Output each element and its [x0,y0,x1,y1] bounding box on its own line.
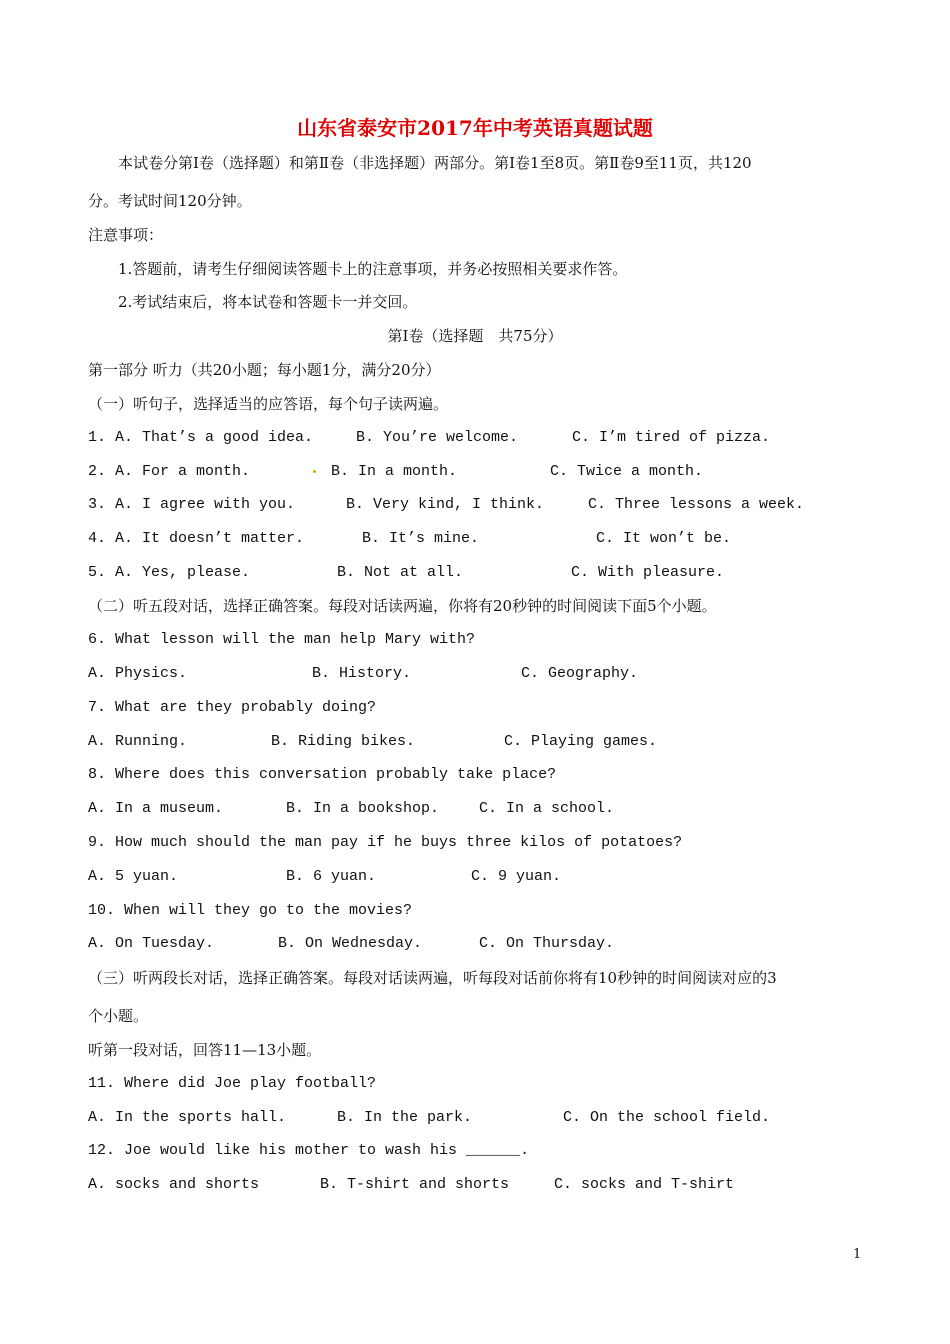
option-a: A. Physics. [88,665,188,682]
option-b: B. On Wednesday. [278,935,423,952]
option-b: B. Riding bikes. [271,733,416,750]
section-title: 第Ⅰ卷（选择题 共75分） [387,327,563,345]
option-b: B. In a month. [331,463,458,480]
option-b: B. 6 yuan. [286,868,377,885]
option-b: B. Not at all. [337,564,464,581]
question-text: 12. Joe would like his mother to wash his ______. [88,1142,530,1159]
page-number: 1 [853,1247,862,1262]
option-b: B. T-shirt and shorts [320,1176,510,1193]
sub-section-2: （二）听五段对话，选择正确答案。每段对话读两遍，你将有20秒钟的时间阅读下面5个小题。 [88,597,717,615]
page-title: 山东省泰安市2017年中考英语真题试题 [297,116,653,140]
option-c: C. In a school. [479,800,615,817]
option-a: A. On Tuesday. [88,935,215,952]
option-a: A. In a museum. [88,800,224,817]
option-a: A. In the sports hall. [88,1109,287,1126]
option-a: 1. A. That’s a good idea. [88,429,314,446]
note-item-1: 1.答题前，请考生仔细阅读答题卡上的注意事项，并务必按照相关要求作答。 [118,260,628,278]
option-b: B. In the park. [337,1109,473,1126]
intro-line-1: 本试卷分第Ⅰ卷（选择题）和第Ⅱ卷（非选择题）两部分。第Ⅰ卷1至8页。第Ⅱ卷9至11页，共120 [118,154,752,172]
option-c: C. I’m tired of pizza. [572,429,771,446]
dialog-instruction: 听第一段对话，回答11—13小题。 [88,1041,322,1059]
option-c: C. Playing games. [504,733,658,750]
option-a: A. 5 yuan. [88,868,179,885]
option-a: 3. A. I agree with you. [88,496,296,513]
sub-section-3-cont: 个小题。 [88,1007,149,1025]
question-text: 11. Where did Joe play football? [88,1075,377,1092]
option-a: 5. A. Yes, please. [88,564,251,581]
sub-section-3: （三）听两段长对话，选择正确答案。每段对话读两遍，听每段对话前你将有10秒钟的时间阅读对应的3 [88,969,777,987]
sub-section-1: （一）听句子，选择适当的应答语，每个句子读两遍。 [88,395,449,413]
option-c: C. On the school field. [563,1109,771,1126]
option-b: B. In a bookshop. [286,800,440,817]
question-text: 9. How much should the man pay if he buys three kilos of potatoes? [88,834,683,851]
option-a: A. Running. [88,733,188,750]
option-c: C. Three lessons a week. [588,496,805,513]
option-a: A. socks and shorts [88,1176,260,1193]
option-c: C. It won’t be. [596,530,732,547]
question-text: 7. What are they probably doing? [88,699,377,716]
question-text: 10. When will they go to the movies? [88,902,413,919]
option-b: B. It’s mine. [362,530,480,547]
option-a: 4. A. It doesn’t matter. [88,530,305,547]
option-c: C. Geography. [521,665,639,682]
option-c: C. 9 yuan. [471,868,562,885]
option-c: C. With pleasure. [571,564,725,581]
option-c: C. socks and T-shirt [554,1176,735,1193]
question-text: 6. What lesson will the man help Mary with? [88,631,476,648]
option-b: B. Very kind, I think. [346,496,545,513]
option-b: B. History. [312,665,412,682]
option-c: C. Twice a month. [550,463,704,480]
notes-heading: 注意事项： [88,226,164,244]
stray-mark [313,470,316,473]
option-c: C. On Thursday. [479,935,615,952]
note-item-2: 2.考试结束后，将本试卷和答题卡一并交回。 [118,293,418,311]
option-a: 2. A. For a month. [88,463,251,480]
question-text: 8. Where does this conversation probably take place? [88,766,557,783]
part-heading: 第一部分 听力（共20小题；每小题1分，满分20分） [88,361,441,379]
intro-line-2: 分。考试时间120分钟。 [88,192,252,210]
option-b: B. You’re welcome. [356,429,519,446]
